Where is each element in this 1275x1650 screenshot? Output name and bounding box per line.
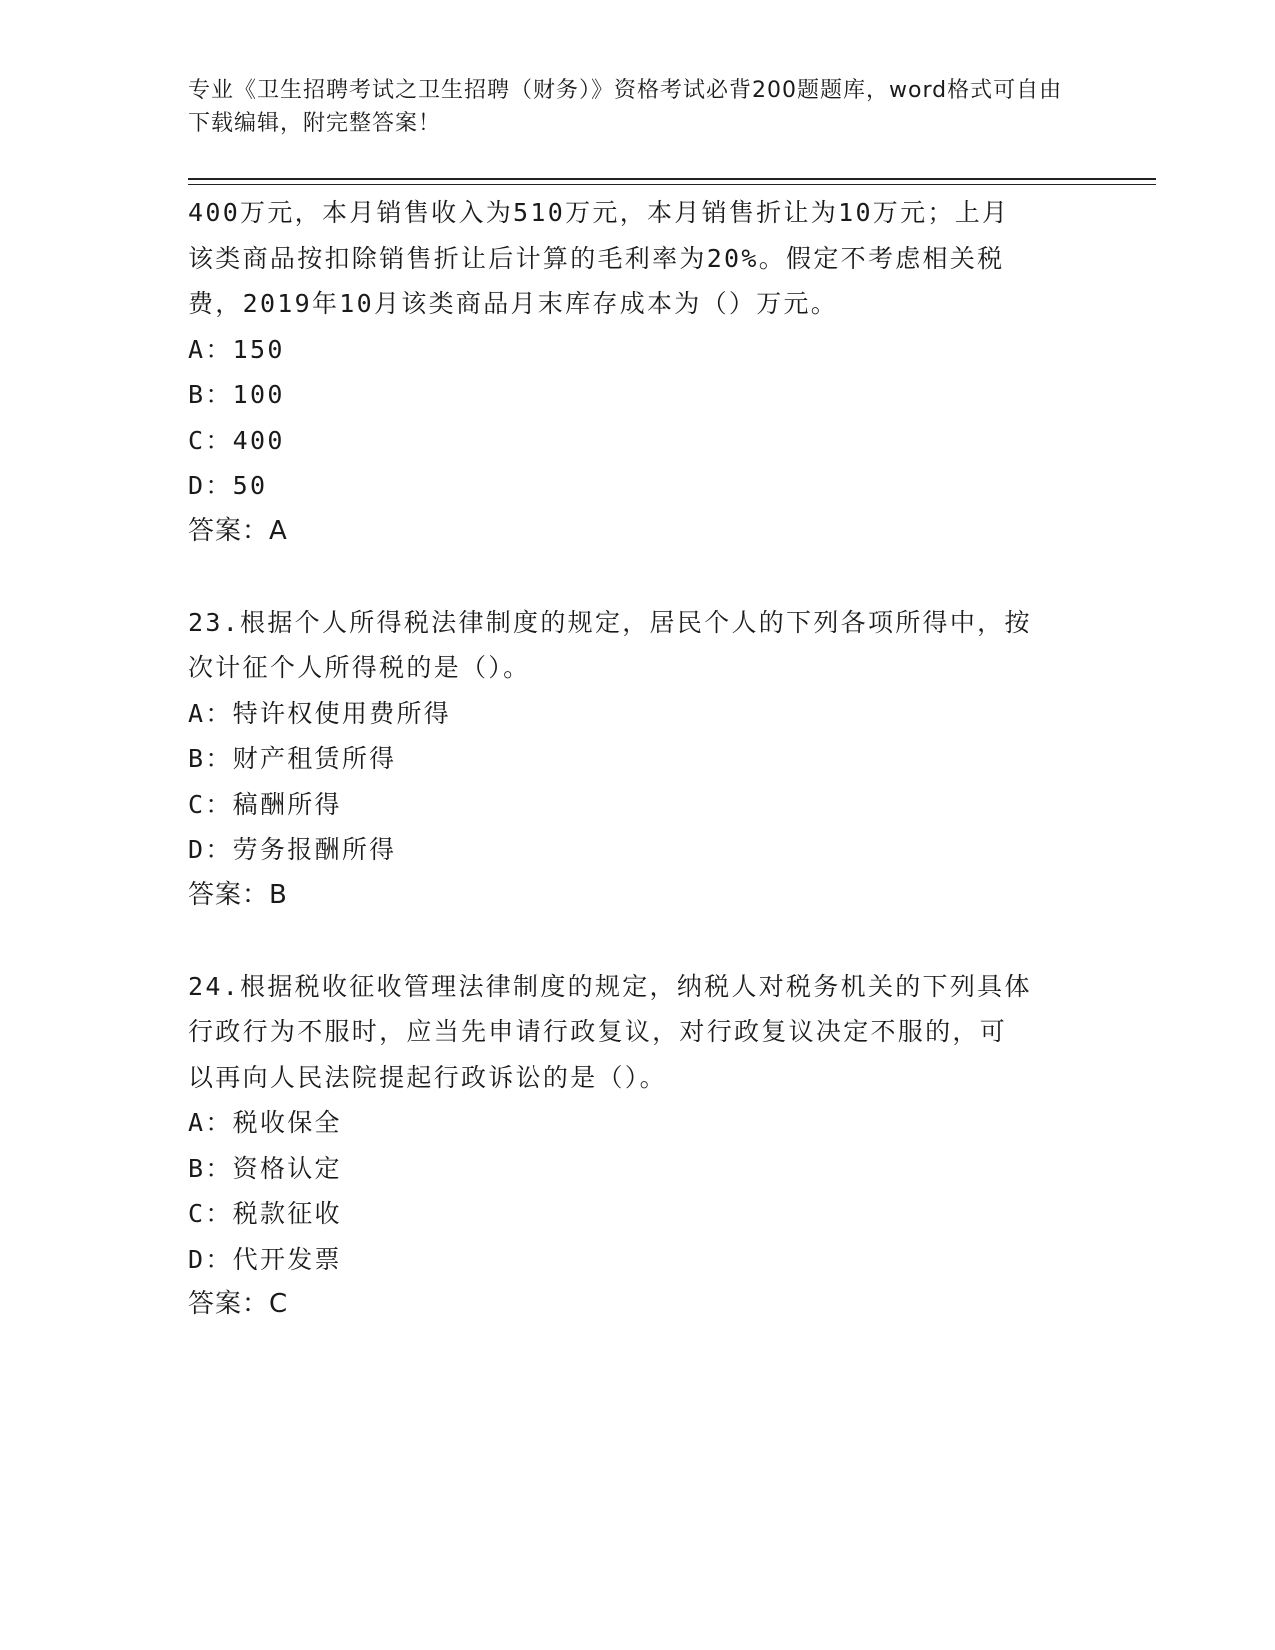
header-divider-thin [188,184,1156,185]
header-divider-thick [188,178,1156,180]
option-c: C：税款征收 [188,1199,342,1228]
question-24 [188,964,1088,1328]
question-stem-line: 费，2019年10月该类商品月末库存成本为（）万元。 [188,289,839,318]
question-stem-line: 该类商品按扣除销售折让后计算的毛利率为20%。假定不考虑相关税 [188,243,1005,273]
option-d: D：劳务报酬所得 [188,835,397,864]
question-stem-line: 以再向人民法院提起行政诉讼的是（）。 [188,1062,667,1092]
question-23 [188,600,1088,919]
document-header: 专业《卫生招聘考试之卫生招聘（财务）》资格考试必背200题题库，word格式可自由下载编辑，附完整答案！ [188,78,1063,136]
option-b: B：财产租赁所得 [188,744,397,773]
question-list [188,190,1088,1373]
option-a: A：150 [188,334,285,364]
option-d: D：50 [188,471,268,500]
option-c: C：400 [188,425,285,455]
option-a: A：税收保全 [188,1108,342,1137]
option-c: C：稿酬所得 [188,789,342,819]
answer-label: 答案：C [188,1289,289,1319]
option-d: D：代开发票 [188,1244,342,1274]
answer-label: 答案：A [188,515,288,546]
question-stem-line: 行政行为不服时，应当先申请行政复议，对行政复议决定不服的，可 [188,1017,1008,1046]
answer-label: 答案：B [188,879,288,910]
question-22 [188,190,1088,554]
question-stem-line: 次计征个人所得税的是（）。 [188,653,531,682]
option-a: A：特许权使用费所得 [188,698,452,728]
option-b: B：100 [188,380,285,409]
option-b: B：资格认定 [188,1153,342,1183]
question-stem-line: 400万元，本月销售收入为510万元，本月销售折让为10万元；上月 [188,198,1010,227]
question-stem-line: 24.根据税收征收管理法律制度的规定，纳税人对税务机关的下列具体 [188,971,1032,1001]
question-stem-line: 23.根据个人所得税法律制度的规定，居民个人的下列各项所得中，按 [188,607,1032,637]
